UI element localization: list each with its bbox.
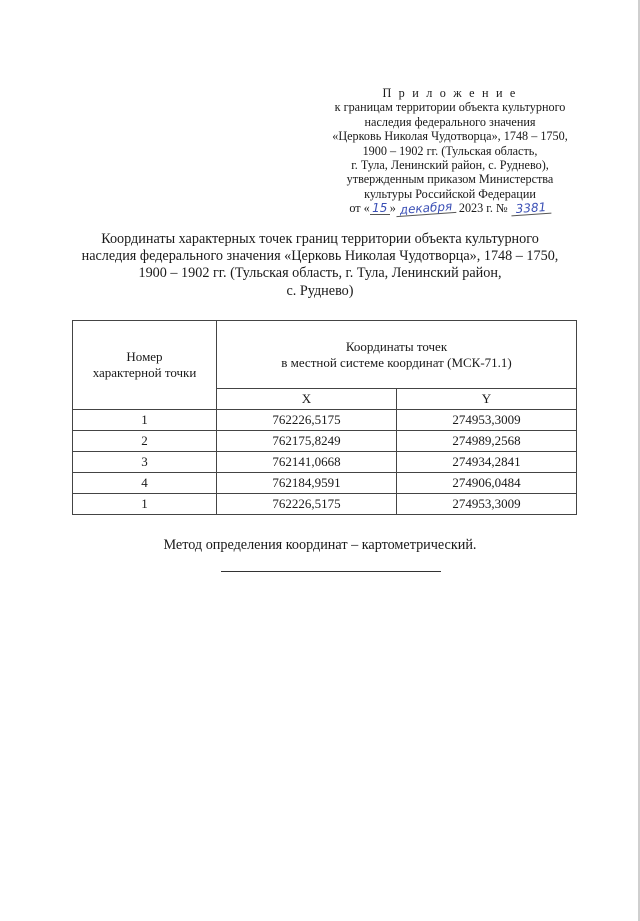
- header-text: Координаты точек: [345, 338, 448, 354]
- table-row: [73, 494, 577, 515]
- table-row: [73, 431, 577, 452]
- order-quote-close: »: [389, 201, 396, 216]
- title-line: с. Руднево): [286, 282, 354, 299]
- y-cell: 274989,2568: [396, 431, 576, 452]
- point-number-cell: 1: [73, 410, 217, 431]
- x-cell: 762175,8249: [217, 431, 397, 452]
- handwritten-day: 15: [370, 202, 390, 215]
- y-cell: 274934,2841: [396, 452, 576, 473]
- header-text: Номер: [126, 349, 163, 364]
- handwritten-order-number: 3381: [510, 201, 551, 217]
- appendix-title: П р и л о ж е н и е: [382, 86, 518, 100]
- header-text: характерной точки: [92, 365, 197, 380]
- title-line: Координаты характерных точек границ территории объекта культурного: [101, 231, 539, 247]
- method-statement: Метод определения координат – картометрический.: [163, 537, 477, 553]
- appendix-line: культуры Российской Федерации: [364, 186, 536, 201]
- point-number-cell: 1: [73, 494, 217, 515]
- point-number-cell: 2: [73, 431, 217, 452]
- appendix-block: [300, 86, 600, 216]
- coordinates-table: [72, 320, 577, 515]
- handwritten-month: декабря: [395, 200, 456, 217]
- title-line: 1900 – 1902 гг. (Тульская область, г. Тула, Ленинский район,: [138, 265, 502, 282]
- appendix-line: наследия федерального значения: [364, 114, 536, 129]
- x-cell: 762141,0668: [217, 452, 397, 473]
- horizontal-rule: [221, 571, 441, 572]
- order-date-line: [300, 199, 600, 218]
- y-cell: 274953,3009: [396, 410, 576, 431]
- appendix-line: 1900 – 1902 гг. (Тульская область,: [362, 143, 538, 158]
- order-prefix: от «: [349, 201, 370, 216]
- x-column-header: X: [217, 389, 397, 410]
- point-number-cell: 4: [73, 473, 217, 494]
- x-cell: 762226,5175: [217, 410, 397, 431]
- y-cell: 274906,0484: [396, 473, 576, 494]
- coordinates-header: [217, 321, 577, 389]
- appendix-line: г. Тула, Ленинский район, с. Руднево),: [351, 158, 549, 173]
- document-title: [50, 231, 590, 300]
- header-text: в местной системе координат (МСК-71.1): [281, 354, 512, 370]
- table-header-row: [73, 321, 577, 389]
- point-number-header: [73, 321, 217, 410]
- table-row: [73, 473, 577, 494]
- title-line: наследия федерального значения «Церковь Николая Чудотворца», 1748 – 1750,: [81, 248, 559, 265]
- x-cell: 762226,5175: [217, 494, 397, 515]
- y-cell: 274953,3009: [396, 494, 576, 515]
- x-cell: 762184,9591: [217, 473, 397, 494]
- appendix-line: утвержденным приказом Министерства: [346, 172, 554, 187]
- y-column-header: Y: [396, 389, 576, 410]
- table-row: [73, 410, 577, 431]
- table-row: [73, 452, 577, 473]
- point-number-cell: 3: [73, 452, 217, 473]
- appendix-line: «Церковь Николая Чудотворца», 1748 – 1750,: [332, 129, 568, 144]
- order-year: 2023 г. №: [455, 201, 511, 216]
- appendix-line: к границам территории объекта культурного: [334, 100, 566, 115]
